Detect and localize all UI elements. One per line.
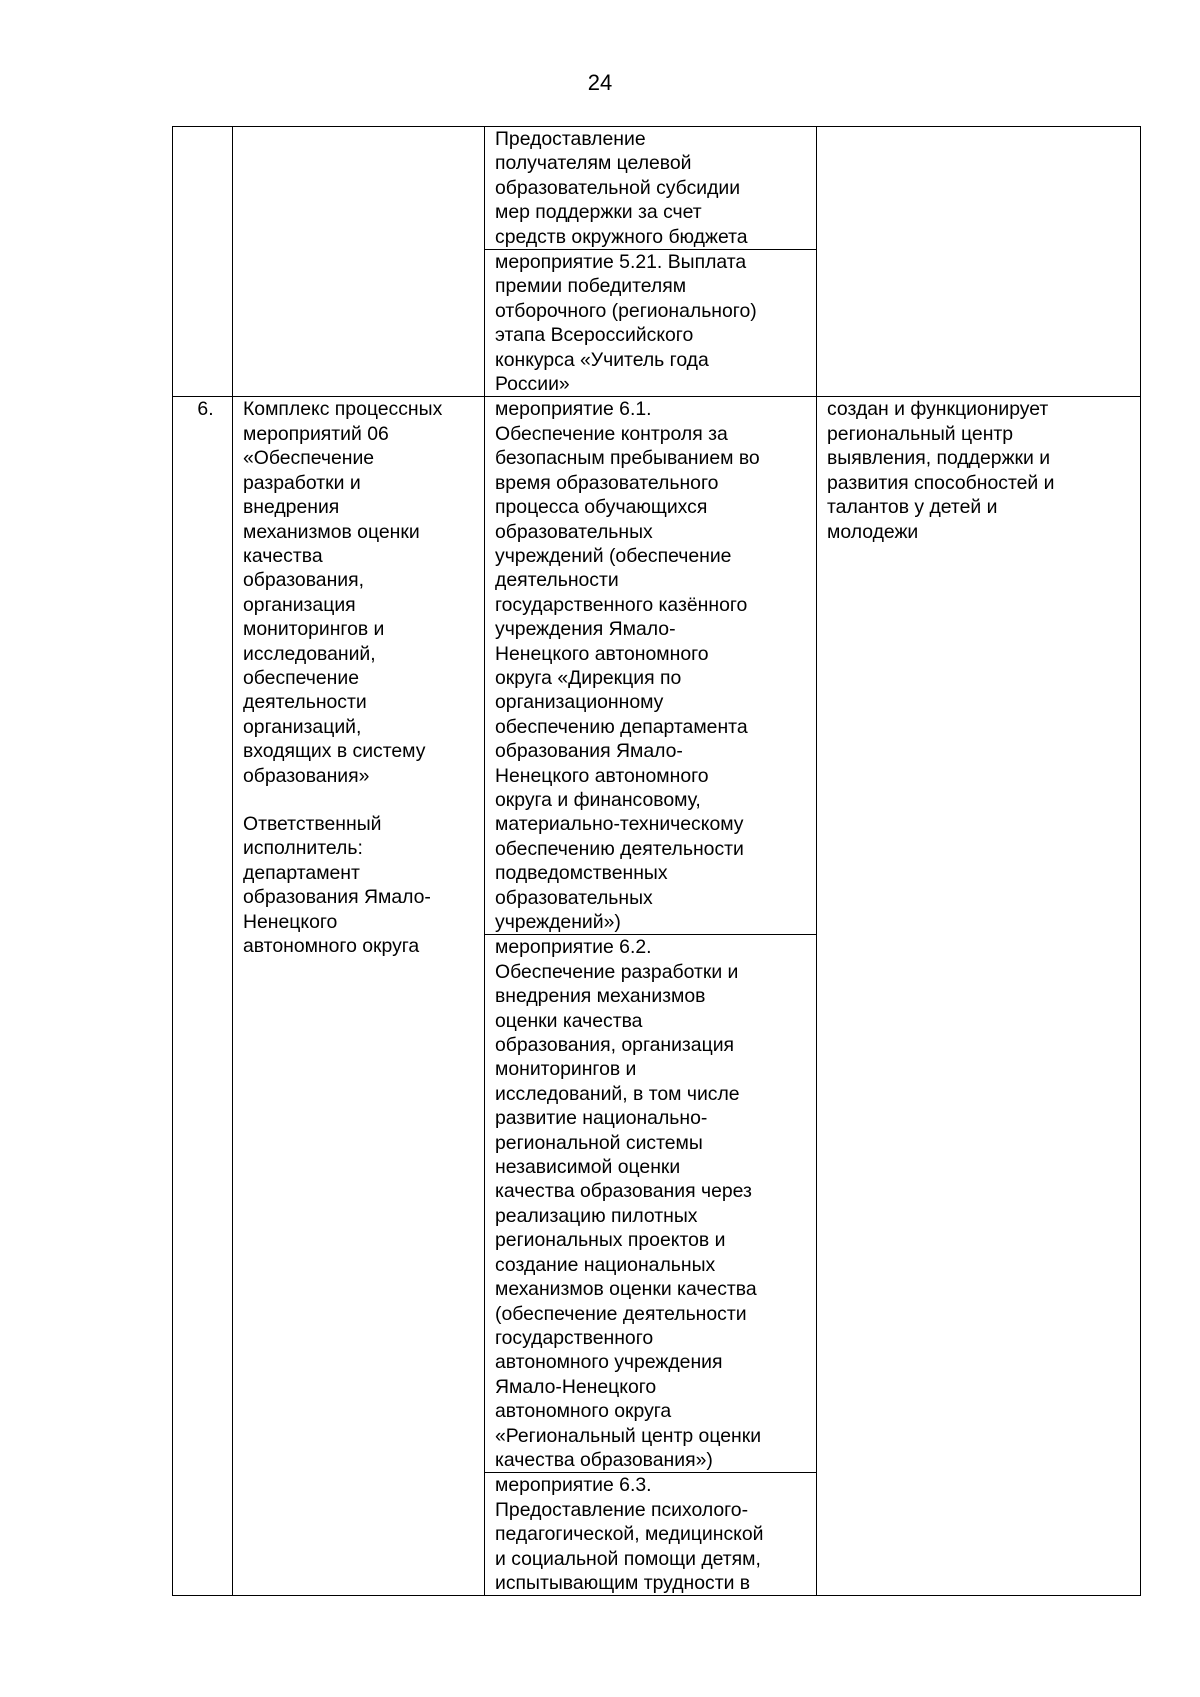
result-cell: создан и функционирует региональный центр выявления, поддержки и развития способностей и талантов у детей и молодежи (817, 397, 1141, 1596)
paragraph-gap (243, 788, 480, 812)
activity-cell: мероприятие 6.2. Обеспечение разработки и внедрения механизмов оценки качества образования, организация мониторингов и исследований, в том числе развитие национально- региональной системы независимой оценки качества образования через реализацию пилотных региональных проектов и создание национальных механизмов оценки качества (обеспечение деятельности государственного автономного учреждения Ямало-Ненецкого автономного округа «Региональный центр оценки качества образования») (485, 935, 817, 1473)
activity-cell: Предоставление получателям целевой образовательной субсидии мер поддержки за счет средств окружного бюджета (485, 127, 817, 250)
row-number: 6. (173, 397, 233, 1596)
activity-cell: мероприятие 5.21. Выплата премии победителям отборочного (регионального) этапа Всероссийского конкурса «Учитель года России» (485, 250, 817, 397)
complex-cell (233, 397, 485, 1596)
table-row (173, 127, 1141, 250)
number-cell-empty (173, 127, 233, 397)
activity-cell: мероприятие 6.1. Обеспечение контроля за безопасным пребыванием во время образовательного процесса обучающихся образовательных учреждений (обеспечение деятельности государственного казённого учреждения Ямало- Ненецкого автономного округа «Дирекция по организационному обеспечению департамента образования Ямало- Ненецкого автономного округа и финансовому, материально-техническому обеспечению деятельности подведомственных образовательных учреждений») (485, 397, 817, 935)
page-number: 24 (587, 70, 613, 95)
result-cell-empty (817, 127, 1141, 397)
table-row (173, 397, 1141, 935)
complex-title: Комплекс процессных мероприятий 06 «Обеспечение разработки и внедрения механизмов оценки качества образования, организация мониторингов и исследований, обеспечение деятельности организаций, входящих в систему образования» (243, 398, 443, 787)
complex-cell-empty (233, 127, 485, 397)
program-table (172, 126, 1141, 1596)
responsible-executor: Ответственный исполнитель: департамент образования Ямало- Ненецкого автономного округа (243, 812, 431, 957)
activity-cell: мероприятие 6.3. Предоставление психолого- педагогической, медицинской и социальной помощи детям, испытывающим трудности в (485, 1473, 817, 1596)
